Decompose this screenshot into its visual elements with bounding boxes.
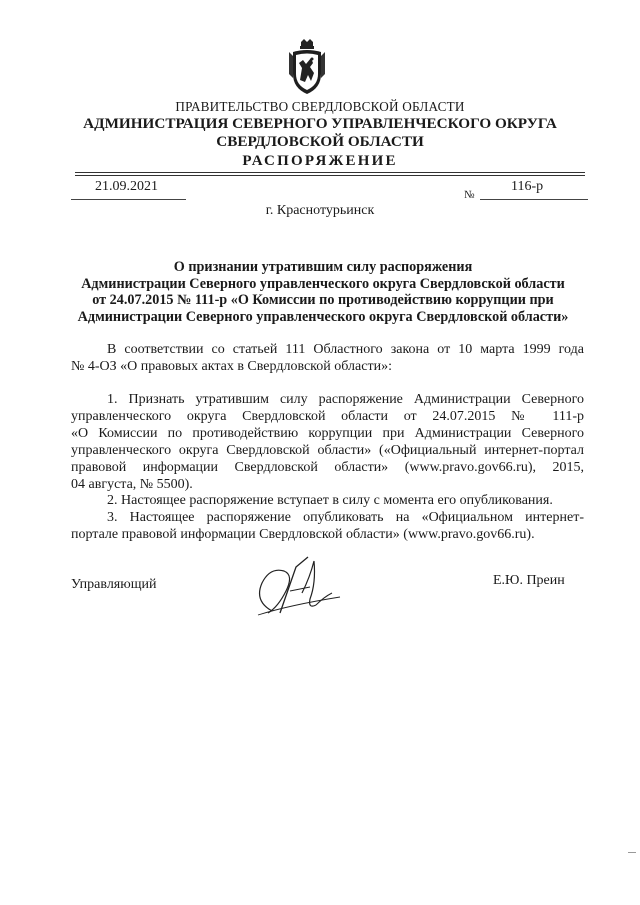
item-1-paragraph <box>71 391 584 493</box>
document-date: 21.09.2021 <box>95 179 158 194</box>
title-line: от 24.07.2015 № 111-р «О Комиссии по противодействию коррупции при <box>92 292 554 308</box>
header-rule <box>75 172 585 173</box>
title-line: Администрации Северного управленческого округа Свердловской области <box>81 275 565 292</box>
document-city: г. Краснотурьинск <box>265 203 375 218</box>
number-sign: № <box>464 189 475 201</box>
title-line: Администрации Северного управленческого округа Свердловской области» <box>77 308 569 325</box>
text-line: управленческого округа Свердловской области» («Официальный интернет-портал <box>71 443 584 458</box>
date-underline <box>71 199 186 200</box>
signer-role: Управляющий <box>71 577 157 592</box>
title-line: О признании утратившим силу распоряжения <box>173 259 473 275</box>
handwritten-signature-icon <box>250 553 345 623</box>
text-line: 1. Признать утратившим силу распоряжение Администрации Северного <box>107 392 584 407</box>
text-line: 3. Настоящее распоряжение опубликовать на «Официальном интернет- <box>107 510 584 525</box>
signer-name: Е.Ю. Преин <box>493 573 565 588</box>
preamble-paragraph <box>71 341 584 375</box>
item-3-paragraph <box>71 509 584 543</box>
scan-edge-mark <box>628 852 636 853</box>
text-line: 2. Настоящее распоряжение вступает в силу с момента его опубликования. <box>107 493 553 508</box>
document-title <box>60 259 586 325</box>
header-rule-secondary <box>75 175 585 176</box>
coat-of-arms-icon <box>287 38 327 96</box>
text-line: портале правовой информации Свердловской области» (www.pravo.gov66.ru). <box>71 527 535 542</box>
text-line: «О Комиссии по противодействию коррупции при Администрации Северного <box>71 426 584 441</box>
text-line: № 4-ОЗ «О правовых актах в Свердловской области»: <box>71 359 392 374</box>
item-2-paragraph <box>71 492 584 509</box>
document-type: РАСПОРЯЖЕНИЕ <box>242 153 398 169</box>
administration-name-line2: СВЕРДЛОВСКОЙ ОБЛАСТИ <box>216 133 424 150</box>
number-underline <box>480 199 588 200</box>
text-line: В соответствии со статьей 111 Областного закона от 10 марта 1999 года <box>107 342 584 357</box>
administration-name-line1: АДМИНИСТРАЦИЯ СЕВЕРНОГО УПРАВЛЕНЧЕСКОГО ОКРУГА <box>83 115 557 132</box>
document-number: 116-р <box>511 179 544 194</box>
text-line: правовой информации Свердловской области» (www.pravo.gov66.ru), 2015, <box>71 460 584 475</box>
government-name: ПРАВИТЕЛЬСТВО СВЕРДЛОВСКОЙ ОБЛАСТИ <box>175 99 465 114</box>
text-line: управленческого округа Свердловской области от 24.07.2015 № 111-р <box>71 409 584 424</box>
text-line: 04 августа, № 5500). <box>71 477 193 492</box>
